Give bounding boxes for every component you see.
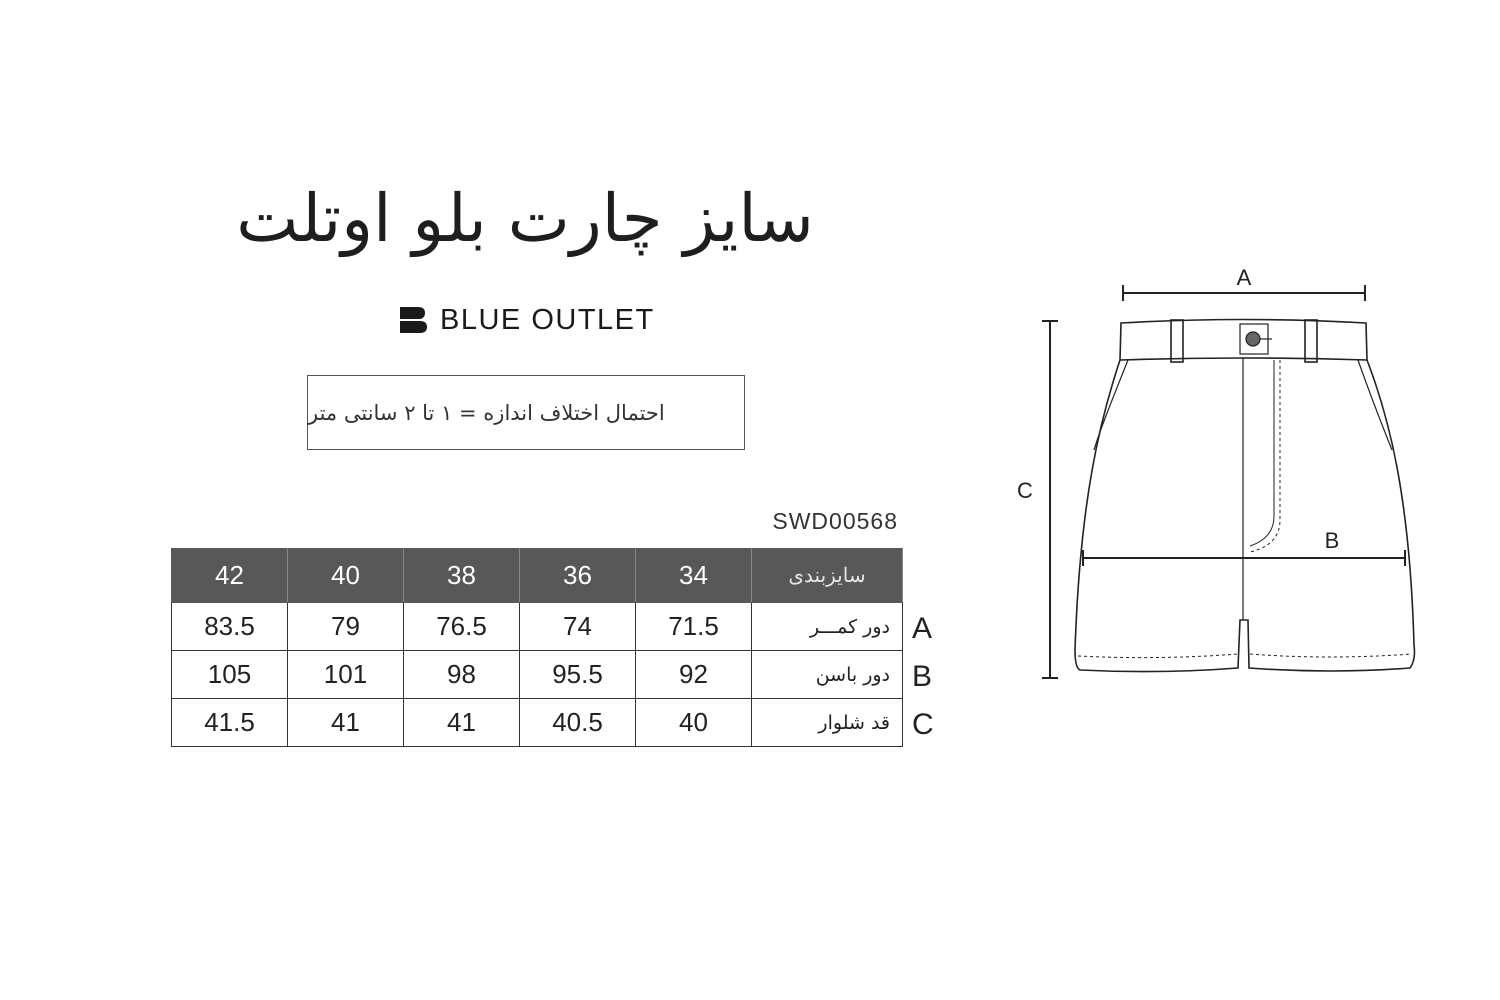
table-cell: 98 (404, 651, 520, 699)
brand-name: BLUE OUTLET (440, 303, 655, 336)
table-cell: 79 (288, 603, 404, 651)
row-letter-c: C (912, 708, 934, 741)
row-label: دور باسن (752, 651, 903, 699)
button-icon (1246, 332, 1260, 346)
table-cell: 41 (404, 699, 520, 747)
row-letter-b: B (912, 660, 933, 693)
table-row (172, 651, 903, 699)
table-cell: 71.5 (636, 603, 752, 651)
size-header-cell: 36 (520, 549, 636, 603)
size-table (171, 548, 903, 747)
size-header-cell: 34 (636, 549, 752, 603)
page-title: سایز چارت بلو اوتلت (236, 180, 814, 257)
shorts-outline-icon (1000, 250, 1460, 710)
table-cell: 92 (636, 651, 752, 699)
table-cell: 40 (636, 699, 752, 747)
table-cell: 83.5 (172, 603, 288, 651)
size-header-cell: 40 (288, 549, 404, 603)
row-label: قد شلوار (752, 699, 903, 747)
table-cell: 41 (288, 699, 404, 747)
table-cell: 41.5 (172, 699, 288, 747)
tolerance-note-text: احتمال اختلاف اندازه = ۱ تا ۲ سانتی متر (308, 400, 665, 425)
table-cell: 95.5 (520, 651, 636, 699)
table-row (172, 699, 903, 747)
size-header-label: سایزبندی (752, 549, 903, 603)
table-row (172, 603, 903, 651)
table-cell: 40.5 (520, 699, 636, 747)
row-letter-a: A (912, 612, 933, 645)
dimension-label-c: C (1017, 478, 1033, 503)
size-header-cell: 42 (172, 549, 288, 603)
dimension-label-a: A (1236, 265, 1252, 290)
product-code: SWD00568 (772, 508, 898, 534)
dimension-label-b: B (1324, 528, 1340, 553)
tolerance-note (307, 375, 745, 450)
size-table-header-row (172, 549, 903, 603)
table-cell: 101 (288, 651, 404, 699)
size-header-cell: 38 (404, 549, 520, 603)
row-label: دور کمـــر (752, 603, 903, 651)
table-cell: 74 (520, 603, 636, 651)
blue-outlet-logo-icon (400, 307, 428, 333)
table-cell: 76.5 (404, 603, 520, 651)
table-cell: 105 (172, 651, 288, 699)
brand (400, 300, 655, 340)
